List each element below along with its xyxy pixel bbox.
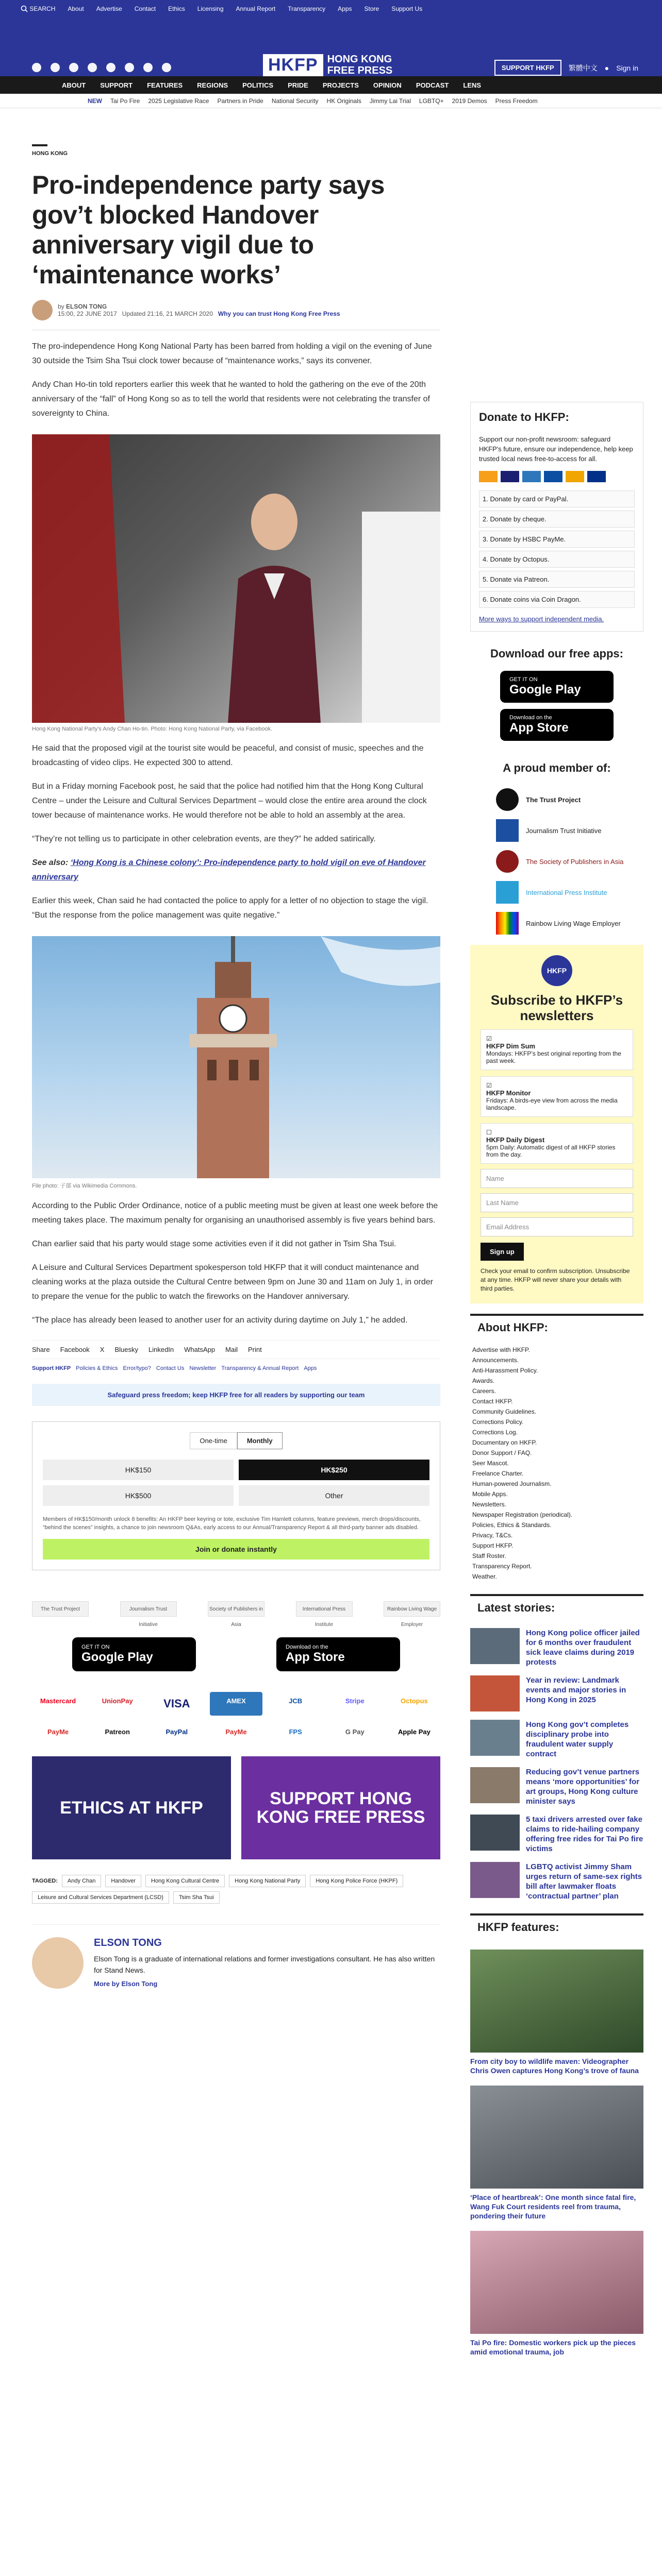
story-thumbnail bbox=[470, 1675, 520, 1711]
hkfp-features bbox=[470, 1913, 643, 2357]
nav-podcast[interactable]: PODCAST bbox=[416, 81, 449, 89]
newsletter-note: Check your email to confirm subscription. Unsubscribe at any time. HKFP will never share your details with third parties. bbox=[481, 1267, 630, 1292]
about-link[interactable]: Newsletters. bbox=[472, 1501, 507, 1508]
instagram-icon[interactable] bbox=[69, 63, 78, 72]
apps-link[interactable]: Apps bbox=[338, 5, 352, 12]
trending-bar bbox=[0, 94, 662, 108]
ipi-logo[interactable]: International Press Institute bbox=[296, 1601, 353, 1617]
amex-icon bbox=[522, 471, 541, 482]
features-heading: HKFP features: bbox=[470, 1913, 643, 1939]
one-time-option[interactable]: One-time bbox=[190, 1432, 237, 1449]
about-link[interactable]: Newspaper Registration (periodical). bbox=[472, 1511, 573, 1518]
jti-logo[interactable]: Journalism Trust Initiative bbox=[120, 1601, 177, 1617]
logo-mark: HKFP bbox=[263, 54, 323, 76]
donate-method[interactable]: 3. Donate by HSBC PayMe. bbox=[479, 531, 635, 548]
about-link[interactable]: Freelance Charter. bbox=[472, 1470, 524, 1477]
paragraph: According to the Public Order Ordinance, notice of a public meeting must be given at least one week before the meeting takes place. The maximum penalty for organising an unauthorised assembly is five years behind bars. bbox=[32, 1201, 438, 1225]
share-label: Share bbox=[32, 1346, 50, 1353]
checkbox-icon[interactable]: ☑ bbox=[486, 1035, 492, 1042]
unionpay-logo: UnionPay bbox=[102, 1697, 133, 1705]
support-promo[interactable]: SUPPORT HONG KONG FREE PRESS bbox=[241, 1756, 440, 1859]
share-whatsapp[interactable]: WhatsApp bbox=[184, 1346, 216, 1353]
jcb-icon bbox=[544, 471, 562, 482]
share-print[interactable]: Print bbox=[247, 1346, 262, 1353]
visa-icon bbox=[501, 471, 519, 482]
support-hkfp-button[interactable]: SUPPORT HKFP bbox=[494, 60, 561, 76]
app-store-badge[interactable]: Download on the App Store bbox=[276, 1637, 400, 1671]
share-linkedin[interactable]: LinkedIn bbox=[148, 1346, 174, 1353]
mastercard-icon bbox=[479, 471, 498, 482]
email-field[interactable]: Email Address bbox=[481, 1217, 633, 1236]
store-link[interactable]: Store bbox=[364, 5, 379, 12]
language-link[interactable]: 繁體中文 bbox=[568, 63, 598, 72]
feature-item[interactable]: From city boy to wildlife maven: Videographer Chris Owen captures Hong Kong’s trove of fauna bbox=[470, 1950, 643, 2075]
trending-link[interactable]: LGBTQ+ bbox=[419, 97, 444, 105]
paypal-icon bbox=[587, 471, 606, 482]
rainbow-logo[interactable]: Rainbow Living Wage Employer bbox=[384, 1601, 440, 1617]
rss-icon[interactable] bbox=[162, 63, 171, 72]
applepay-logo: Apple Pay bbox=[398, 1728, 431, 1736]
about-link[interactable]: Support HKFP. bbox=[472, 1542, 514, 1549]
facebook-icon[interactable] bbox=[32, 63, 41, 72]
nav-lens[interactable]: LENS bbox=[463, 81, 482, 89]
contact-link[interactable]: Contact bbox=[134, 5, 156, 12]
amex-logo: AMEX bbox=[210, 1692, 262, 1716]
site-header bbox=[0, 18, 662, 76]
tag[interactable]: Hong Kong National Party bbox=[229, 1875, 306, 1887]
nav-pride[interactable]: PRIDE bbox=[288, 81, 308, 89]
newsletter-option[interactable]: ☐ HKFP Daily Digest 5pm Daily: Automatic digest of all HKFP stories from the day. bbox=[481, 1123, 633, 1164]
about-widget bbox=[470, 1314, 643, 1582]
apps-link[interactable]: Apps bbox=[304, 1365, 317, 1371]
see-also bbox=[32, 856, 440, 885]
about-link[interactable]: Policies, Ethics & Standards. bbox=[472, 1521, 552, 1529]
nav-opinion[interactable]: OPINION bbox=[373, 81, 402, 89]
transparency-link[interactable]: Transparency bbox=[288, 5, 326, 12]
trending-link[interactable]: National Security bbox=[271, 97, 319, 105]
jcb-logo: JCB bbox=[289, 1697, 303, 1705]
story-item[interactable]: LGBTQ activist Jimmy Sham urges return of same-sex rights bill after lawmaker floats ‘contractual partner’ plan bbox=[470, 1862, 643, 1901]
tag[interactable]: Handover bbox=[105, 1875, 141, 1887]
sopa-logo[interactable]: Society of Publishers in Asia bbox=[208, 1601, 264, 1617]
donate-method[interactable]: 6. Donate coins via Coin Dragon. bbox=[479, 591, 635, 608]
google-play-badge[interactable]: GET IT ON Google Play bbox=[72, 1637, 196, 1671]
top-utility-bar bbox=[0, 0, 662, 18]
paragraph: The pro-independence Hong Kong National Party has been barred from holding a vigil on the evening of June 30 outside the Tsim Sha Tsui clock tower because of “maintenance works,” says its convener. bbox=[32, 342, 432, 365]
amount-options bbox=[43, 1460, 429, 1506]
threads-icon[interactable] bbox=[106, 63, 115, 72]
about-link[interactable]: Seer Mascot. bbox=[472, 1460, 509, 1467]
trust-link[interactable]: Why you can trust Hong Kong Free Press bbox=[218, 310, 340, 317]
footer-links bbox=[32, 1365, 440, 1371]
about-link[interactable]: Corrections Policy. bbox=[472, 1418, 524, 1426]
tag[interactable]: Leisure and Cultural Services Department (LCSD) bbox=[32, 1891, 169, 1904]
about-link[interactable]: Weather. bbox=[472, 1573, 497, 1580]
payment-methods bbox=[32, 1692, 440, 1741]
photo-illustration bbox=[32, 434, 440, 723]
trending-link[interactable]: Partners in Pride bbox=[217, 97, 263, 105]
search-icon bbox=[21, 5, 28, 12]
article-title: Pro-independence party says gov’t blocked Handover anniversary vigil due to ‘maintenance works’ bbox=[32, 171, 385, 289]
nav-regions[interactable]: REGIONS bbox=[197, 81, 228, 89]
paragraph: Andy Chan Ho-tin told reporters earlier this week that he wanted to hold the gathering on the eve of the 20th anniversary of the “fall” of Hong Kong so as to tell the world that residents were not celebrating the transfer of sovereignty to China. bbox=[32, 380, 430, 418]
paragraph: “They’re not telling us to participate in other celebration events, are they?” he added satirically. bbox=[32, 835, 376, 843]
feature-thumbnail bbox=[470, 2086, 643, 2189]
nav-support[interactable]: SUPPORT bbox=[100, 81, 133, 89]
youtube-icon[interactable] bbox=[88, 63, 97, 72]
sign-in-link[interactable]: Sign in bbox=[616, 63, 638, 72]
paragraph: A Leisure and Cultural Services Department spokesperson told HKFP that it will conduct maintenance and cleaning works at the plaza outside the Cultural Centre between 9pm on June 30 and 11am on July 1, in order to prepare the venue for the public to watch the fireworks on the Handover anniversary. bbox=[32, 1263, 433, 1301]
transparency-report-link[interactable]: Transparency & Annual Report bbox=[221, 1365, 299, 1371]
see-also-label: See also: bbox=[32, 858, 69, 867]
new-badge: NEW bbox=[88, 97, 102, 105]
author-bio: Elson Tong is a graduate of international relations and former investigations consultant. He has also written for Stand News. bbox=[94, 1955, 435, 1974]
author-avatar bbox=[32, 300, 53, 320]
photo-illustration bbox=[32, 936, 440, 1178]
support-hkfp-link[interactable]: Support HKFP bbox=[32, 1365, 71, 1371]
article-category[interactable]: HONG KONG bbox=[32, 144, 47, 157]
story-item[interactable]: 5 taxi drivers arrested over fake claims to ride-hailing company offering free rides for Tai Po fire victims bbox=[470, 1815, 643, 1854]
frequency-toggle bbox=[43, 1432, 429, 1449]
story-item[interactable]: Hong Kong police officer jailed for 6 months over fraudulent sick leave claims during 2019 protests bbox=[470, 1628, 643, 1667]
logo-line-1: HONG KONG bbox=[327, 54, 392, 65]
member-logo[interactable]: The Trust Project bbox=[496, 788, 638, 811]
x-icon[interactable] bbox=[51, 63, 60, 72]
sign-up-button[interactable]: Sign up bbox=[481, 1243, 524, 1261]
advertise-link[interactable]: Advertise bbox=[96, 5, 122, 12]
donate-heading: Donate to HKFP: bbox=[479, 411, 569, 423]
author-link[interactable]: ELSON TONG bbox=[66, 303, 107, 310]
share-x[interactable]: X bbox=[100, 1346, 105, 1353]
member-logo[interactable]: Journalism Trust Initiative bbox=[496, 819, 638, 842]
about-link[interactable]: Advertise with HKFP. bbox=[472, 1346, 530, 1353]
amount-option[interactable]: HK$500 bbox=[43, 1485, 234, 1506]
article-body bbox=[32, 340, 440, 1328]
about-link[interactable]: Careers. bbox=[472, 1387, 496, 1395]
header-actions bbox=[494, 60, 638, 76]
about-link[interactable]: Contact HKFP. bbox=[472, 1398, 513, 1405]
visa-logo: VISA bbox=[163, 1697, 190, 1710]
logo-line-2: FREE PRESS bbox=[327, 65, 393, 76]
partner-logos bbox=[32, 1601, 440, 1628]
feature-item[interactable]: Tai Po fire: Domestic workers pick up the pieces amid emotional trauma, job bbox=[470, 2231, 643, 2357]
annual-report-link[interactable]: Annual Report bbox=[236, 5, 276, 12]
trending-link[interactable]: Jimmy Lai Trial bbox=[369, 97, 411, 105]
article-photo-clock-tower bbox=[32, 936, 440, 1178]
membership-benefits: Members of HK$150/month unlock 8 benefits: An HKFP beer keyring or tote, exclusive Tim Hamlett columns, feature previews, merch drops/discounts, “behind the scenes” insights, a chance to join newsroom Q&As, early access to our Annual/Transparency Report & all third-party banner ads disabled. bbox=[43, 1516, 421, 1531]
amount-option[interactable]: HK$150 bbox=[43, 1460, 234, 1480]
about-link[interactable]: Awards. bbox=[472, 1377, 495, 1384]
tag-list bbox=[32, 1875, 440, 1904]
fps-logo: FPS bbox=[289, 1728, 302, 1736]
safeguard-banner[interactable]: Safeguard press freedom; keep HKFP free for all readers by supporting our team bbox=[32, 1384, 440, 1406]
paragraph: Earlier this week, Chan said he had contacted the police to apply for a letter of no objection to stage the vigil. “But the response from the police management was quite negative.” bbox=[32, 896, 428, 920]
feature-thumbnail bbox=[470, 1950, 643, 2053]
error-link[interactable]: Error/typo? bbox=[123, 1365, 151, 1371]
nav-about[interactable]: ABOUT bbox=[62, 81, 86, 89]
bluesky-icon[interactable] bbox=[125, 63, 134, 72]
story-thumbnail bbox=[470, 1767, 520, 1803]
nav-politics[interactable]: POLITICS bbox=[242, 81, 274, 89]
more-ways-link[interactable]: More ways to support independent media. bbox=[479, 615, 604, 623]
octopus-icon bbox=[566, 471, 584, 482]
author-name[interactable]: ELSON TONG bbox=[94, 1937, 162, 1948]
trending-link[interactable]: 2019 Demos bbox=[452, 97, 487, 105]
paragraph: “The place has already been leased to another user for an activity during daytime on July 1,” he added. bbox=[32, 1316, 408, 1325]
by-label: by bbox=[58, 303, 64, 310]
story-item[interactable]: Reducing gov’t venue partners means ‘more opportunities’ for art groups, Hong Kong culture minister says bbox=[470, 1767, 643, 1806]
nav-features[interactable]: FEATURES bbox=[147, 81, 183, 89]
main-nav bbox=[0, 76, 662, 94]
member-logo[interactable]: Rainbow Living Wage Employer bbox=[496, 912, 638, 935]
donation-widget bbox=[32, 1421, 440, 1570]
ethics-promo[interactable]: ETHICS AT HKFP bbox=[32, 1756, 231, 1859]
about-link[interactable]: Donor Support / FAQ. bbox=[472, 1449, 532, 1456]
share-mail[interactable]: Mail bbox=[225, 1346, 238, 1353]
newsletter-option[interactable]: ☑ HKFP Dim Sum Mondays: HKFP’s best original reporting from the past week. bbox=[481, 1029, 633, 1070]
name-field[interactable]: Name bbox=[481, 1169, 633, 1188]
paragraph: Chan earlier said that his party would stage some activities even if it did not gather in Tsim Sha Tsui. bbox=[32, 1240, 396, 1248]
checkbox-icon[interactable]: ☐ bbox=[486, 1129, 492, 1136]
about-heading: About HKFP: bbox=[470, 1314, 643, 1340]
support-us-link[interactable]: Support Us bbox=[391, 5, 423, 12]
donate-method[interactable]: 1. Donate by card or PayPal. bbox=[479, 490, 635, 507]
share-facebook[interactable]: Facebook bbox=[60, 1346, 90, 1353]
author-box bbox=[32, 1924, 440, 1989]
policies-link[interactable]: Policies & Ethics bbox=[76, 1365, 118, 1371]
app-store-badge[interactable]: Download on the App Store bbox=[500, 709, 614, 741]
payme-logo-2: PayMe bbox=[225, 1728, 247, 1736]
trending-link[interactable]: 2025 Legislative Race bbox=[148, 97, 209, 105]
amount-option-selected[interactable]: HK$250 bbox=[239, 1460, 429, 1480]
search-link[interactable]: SEARCH bbox=[21, 5, 55, 13]
monthly-option[interactable]: Monthly bbox=[237, 1432, 283, 1449]
patreon-logo: Patreon bbox=[105, 1728, 130, 1736]
newsletter-widget bbox=[470, 945, 643, 1303]
google-play-badge[interactable]: GET IT ON Google Play bbox=[500, 671, 614, 703]
about-link[interactable]: Community Guidelines. bbox=[472, 1408, 537, 1415]
byline bbox=[32, 300, 440, 320]
paypal-logo: PayPal bbox=[166, 1728, 188, 1736]
tag[interactable]: Andy Chan bbox=[62, 1875, 101, 1887]
paragraph: He said that the proposed vigil at the tourist site would be peaceful, and consist of music, speeches and the broadcasting of video clips. He expected 300 to attend. bbox=[32, 744, 424, 767]
about-link[interactable]: Documentary on HKFP. bbox=[472, 1439, 537, 1446]
contact-us-link[interactable]: Contact Us bbox=[156, 1365, 185, 1371]
donation-methods bbox=[479, 490, 635, 608]
latest-stories bbox=[470, 1594, 643, 1901]
social-links bbox=[32, 63, 171, 72]
checkbox-icon[interactable]: ☑ bbox=[486, 1082, 492, 1089]
story-thumbnail bbox=[470, 1815, 520, 1851]
story-thumbnail bbox=[470, 1862, 520, 1898]
about-link[interactable]: Anti-Harassment Policy. bbox=[472, 1367, 538, 1374]
tag[interactable]: Tsim Sha Tsui bbox=[173, 1891, 220, 1904]
payment-icons bbox=[479, 471, 635, 482]
stripe-logo: Stripe bbox=[345, 1697, 365, 1705]
author-photo bbox=[32, 1937, 84, 1989]
about-link[interactable]: Privacy, T&Cs. bbox=[472, 1532, 513, 1539]
donate-method[interactable]: 5. Donate via Patreon. bbox=[479, 571, 635, 588]
share-bluesky[interactable]: Bluesky bbox=[114, 1346, 138, 1353]
member-logo[interactable]: The Society of Publishers in Asia bbox=[496, 850, 638, 873]
trending-link[interactable]: HK Originals bbox=[326, 97, 361, 105]
octopus-logo: Octopus bbox=[401, 1697, 428, 1705]
about-link[interactable]: Corrections Log. bbox=[472, 1429, 518, 1436]
article bbox=[32, 144, 440, 1989]
payme-logo: PayMe bbox=[47, 1728, 69, 1736]
join-button[interactable]: Join or donate instantly bbox=[43, 1539, 429, 1560]
publish-date: 15:00, 22 JUNE 2017 bbox=[58, 310, 117, 317]
hkfp-logo-badge: HKFP bbox=[541, 955, 572, 986]
about-link[interactable]: Human-powered Journalism. bbox=[472, 1480, 552, 1487]
about-link[interactable]: Staff Roster. bbox=[472, 1552, 506, 1560]
member-list bbox=[470, 788, 643, 935]
story-thumbnail bbox=[470, 1720, 520, 1756]
user-icon[interactable]: ● bbox=[604, 63, 609, 72]
about-list bbox=[470, 1340, 643, 1582]
amount-option[interactable]: Other bbox=[239, 1485, 429, 1506]
donate-widget bbox=[470, 402, 643, 632]
feature-item[interactable]: ‘Place of heartbreak’: One month since fatal fire, Wang Fuk Court residents reel from trauma, pondering their future bbox=[470, 2086, 643, 2221]
donate-intro[interactable]: Support our non-profit newsroom: safeguard HKFP's future, ensure our independence, help keep trusted local news free-to-access for all. bbox=[479, 435, 633, 463]
more-by-author-link[interactable]: More by Elson Tong bbox=[94, 1980, 158, 1988]
photo-caption: File photo: 子部 via Wikimedia Commons. bbox=[32, 1183, 137, 1189]
paragraph: But in a Friday morning Facebook post, he said that the police had notified him that the Hong Kong Cultural Centre – under the Leisure and Cultural Services Department – would close the entire area around the clock tower because of maintenance works. He would therefore not be able to hold an assembly at the area. bbox=[32, 782, 427, 820]
about-link[interactable]: Mobile Apps. bbox=[472, 1490, 508, 1498]
newsletter-option[interactable]: ☑ HKFP Monitor Fridays: A birds-eye view from across the media landscape. bbox=[481, 1076, 633, 1117]
last-name-field[interactable]: Last Name bbox=[481, 1193, 633, 1212]
nav-projects[interactable]: PROJECTS bbox=[322, 81, 359, 89]
share-bar bbox=[32, 1340, 440, 1359]
donate-method[interactable]: 4. Donate by Octopus. bbox=[479, 551, 635, 568]
updated-date: Updated 21:16, 21 MARCH 2020 bbox=[122, 310, 213, 317]
see-also-link[interactable]: ‘Hong Kong is a Chinese colony’: Pro-independence party to hold vigil on eve of Handover anniversary bbox=[32, 858, 426, 882]
photo-caption: Hong Kong National Party’s Andy Chan Ho-tin. Photo: Hong Kong National Party, via Facebook. bbox=[32, 726, 273, 732]
tagged-label: TAGGED: bbox=[32, 1878, 58, 1884]
app-store-badges bbox=[32, 1637, 440, 1671]
ethics-link[interactable]: Ethics bbox=[168, 5, 185, 12]
apps-heading: Download our free apps: bbox=[490, 647, 623, 660]
newsletter-heading: Subscribe to HKFP’s newsletters bbox=[490, 992, 623, 1023]
sidebar-app-badges bbox=[470, 671, 643, 741]
newsletter-link[interactable]: Newsletter bbox=[189, 1365, 217, 1371]
article-photo-andy-chan bbox=[32, 434, 440, 723]
mastercard-logo: Mastercard bbox=[40, 1697, 76, 1705]
licensing-link[interactable]: Licensing bbox=[197, 5, 224, 12]
tag[interactable]: Hong Kong Police Force (HKPF) bbox=[310, 1875, 403, 1887]
about-link[interactable]: Announcements. bbox=[472, 1357, 519, 1364]
donate-method[interactable]: 2. Donate by cheque. bbox=[479, 511, 635, 528]
story-item[interactable]: Hong Kong gov’t completes disciplinary probe into fraudulent water supply contract bbox=[470, 1720, 643, 1759]
promo-banners bbox=[32, 1756, 440, 1859]
tag[interactable]: Hong Kong Cultural Centre bbox=[145, 1875, 225, 1887]
trending-link[interactable]: Tai Po Fire bbox=[110, 97, 140, 105]
member-logo[interactable]: International Press Institute bbox=[496, 881, 638, 904]
latest-heading: Latest stories: bbox=[470, 1594, 643, 1620]
trust-project-logo[interactable]: The Trust Project bbox=[32, 1601, 89, 1617]
linkedin-icon[interactable] bbox=[143, 63, 153, 72]
sidebar bbox=[470, 402, 643, 2357]
proud-member-heading: A proud member of: bbox=[503, 761, 611, 774]
site-logo[interactable] bbox=[263, 54, 392, 76]
gpay-logo: G Pay bbox=[345, 1728, 365, 1736]
about-link[interactable]: About bbox=[68, 5, 84, 12]
story-thumbnail bbox=[470, 1628, 520, 1664]
feature-thumbnail bbox=[470, 2231, 643, 2334]
trending-link[interactable]: Press Freedom bbox=[495, 97, 538, 105]
story-item[interactable]: Year in review: Landmark events and major stories in Hong Kong in 2025 bbox=[470, 1675, 643, 1711]
about-link[interactable]: Transparency Report. bbox=[472, 1563, 532, 1570]
